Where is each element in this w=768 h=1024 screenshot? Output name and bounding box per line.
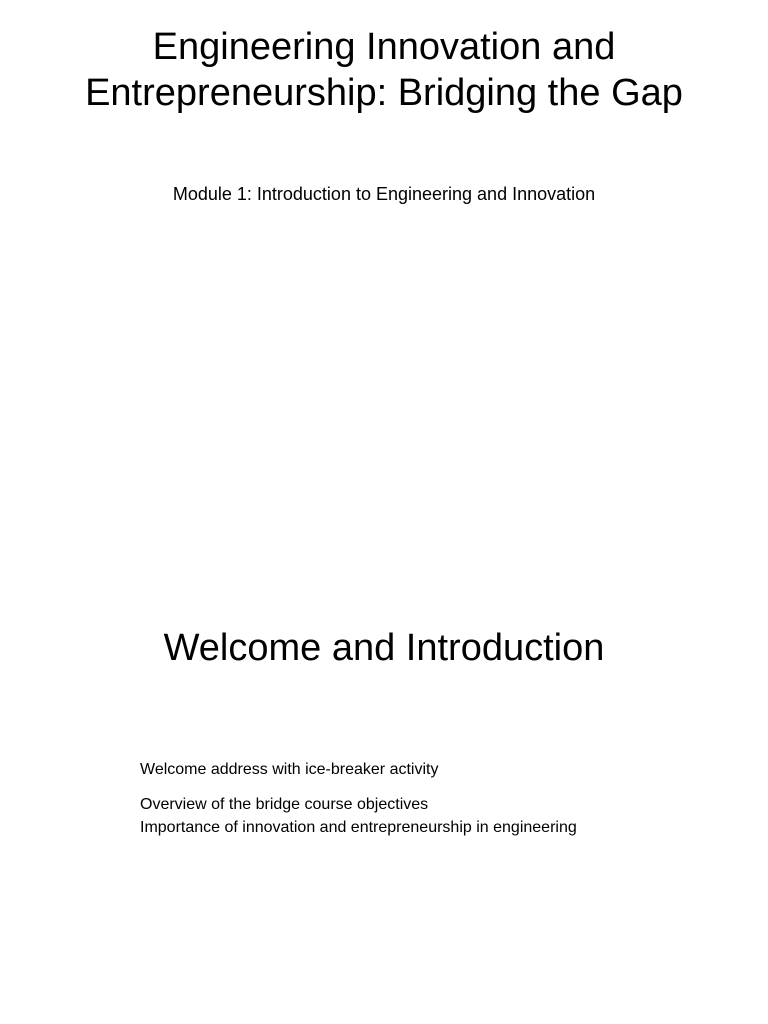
section-title: Welcome and Introduction xyxy=(163,627,605,669)
bullet-item: Importance of innovation and entrepreneurship in engineering xyxy=(140,819,577,836)
bullet-list xyxy=(140,758,740,839)
deck-subtitle: Module 1: Introduction to Engineering and Innovation xyxy=(172,184,596,204)
deck-title-line-2: Entrepreneurship: Bridging the Gap xyxy=(85,72,683,114)
content-slide xyxy=(0,512,768,1024)
deck-title-line-1: Engineering Innovation and xyxy=(152,26,616,68)
bullet-item: Welcome address with ice-breaker activity xyxy=(140,761,439,778)
bullet-item: Overview of the bridge course objectives xyxy=(140,796,429,813)
deck-title xyxy=(0,24,768,116)
